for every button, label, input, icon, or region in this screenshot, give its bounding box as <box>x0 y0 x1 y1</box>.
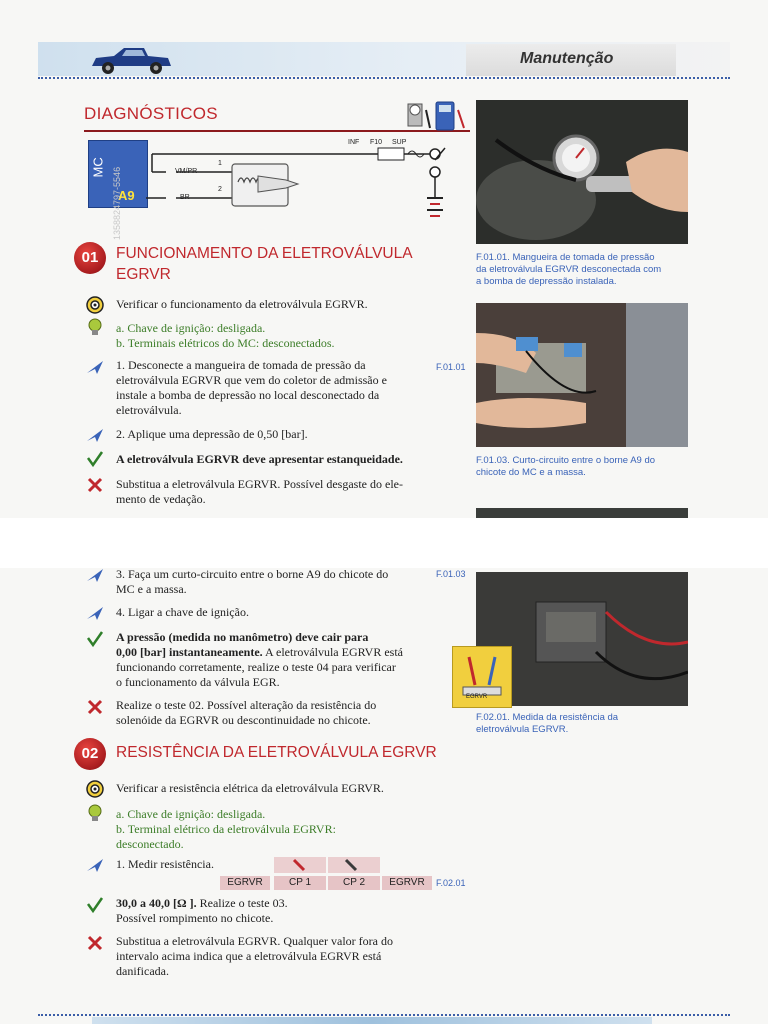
step1-nok2-l2: solenóide da EGRVR ou descontinuidade no chicote. <box>116 713 371 727</box>
photo-short-circuit <box>476 303 688 447</box>
check-icon <box>86 450 104 468</box>
step2-nok-l3: danificada. <box>116 964 169 978</box>
step1-act3-l2: MC e a massa. <box>116 582 187 596</box>
step1-ok2-l2-rest: A eletroválvula EGRVR está <box>262 645 403 659</box>
page-gap <box>0 518 768 568</box>
step-badge-01: 01 <box>74 242 106 274</box>
arrow-action-icon <box>86 426 104 444</box>
step1-act1-l4: eletroválvula. <box>116 403 182 417</box>
bulb-icon <box>86 804 104 822</box>
step1-act1-l1: 1. Desconecte a mangueira de tomada de pressão da <box>116 358 366 372</box>
step1-act1-ref: F.01.01 <box>436 362 466 372</box>
step1-act2: 2. Aplique uma depressão de 0,50 [bar]. <box>116 427 308 441</box>
target-icon <box>86 296 104 314</box>
arrow-action-icon <box>86 604 104 622</box>
step2-act1: 1. Medir resistência. <box>116 857 214 871</box>
caption-f0201-l2: eletroválvula EGRVR. <box>476 724 569 735</box>
diagram-label-br: BR <box>180 194 190 201</box>
step2-title: RESISTÊNCIA DA ELETROVÁLVULA EGRVR <box>116 744 437 761</box>
table-cell-egrvr-b: EGRVR <box>382 876 432 890</box>
probe-icons <box>274 857 380 873</box>
a9-pin-label: A9 <box>118 188 135 203</box>
step2-goal: Verificar a resistência elétrica da eletroválvula EGRVR. <box>116 781 384 795</box>
diagram-label-vmpr: VM/PR <box>175 168 198 175</box>
step1-title-l1: FUNCIONAMENTO DA ELETROVÁLVULA <box>116 245 413 262</box>
step1-act3-l1: 3. Faça um curto-circuito entre o borne A9 do chicote do <box>116 567 389 581</box>
photo-cut-top <box>476 508 688 518</box>
diagram-pin-1: 1 <box>218 160 222 167</box>
caption-f0101-l1: F.01.01. Mangueira de tomada de pressão <box>476 252 655 263</box>
wiring-diagram <box>146 98 476 230</box>
step1-act1-l3: instale a bomba de depressão no local desconectado da <box>116 388 380 402</box>
step1-cond-b: b. Terminais elétricos do MC: desconectados. <box>116 336 335 350</box>
cross-icon <box>86 476 104 494</box>
header-title: Manutenção <box>520 50 614 67</box>
step2-cond-a: a. Chave de ignição: desligada. <box>116 807 266 821</box>
diagram-label-inf: INF <box>348 139 360 146</box>
step1-ok2-l2-bold: 0,00 [bar] instantaneamente. <box>116 645 263 659</box>
step1-ok2-l1: A pressão (medida no manômetro) deve cair para <box>116 630 369 644</box>
step2-nok-l2: intervalo acima indica que a eletroválvula EGRVR está <box>116 949 382 963</box>
step2-ok-rest: Realize o teste 03. <box>196 896 288 910</box>
step2-cond-b2: desconectado. <box>116 837 184 851</box>
inset-label: EGRVR <box>466 694 488 700</box>
caption-f0201-l1: F.02.01. Medida da resistência da <box>476 712 619 723</box>
top-dotted-rule <box>38 77 730 79</box>
table-cell-cp2: CP 2 <box>328 876 380 890</box>
check-icon <box>86 896 104 914</box>
section-title: DIAGNÓSTICOS <box>84 104 218 123</box>
step2-table-ref: F.02.01 <box>436 878 466 888</box>
table-cell-egrvr-a: EGRVR <box>220 876 270 890</box>
diagram-pin-2: 2 <box>218 186 222 193</box>
step1-act4: 4. Ligar a chave de ignição. <box>116 605 249 619</box>
caption-f0103-l1: F.01.03. Curto-circuito entre o borne A9 do <box>476 455 656 466</box>
cross-icon <box>86 698 104 716</box>
step1-nok2-l1: Realize o teste 02. Possível alteração da resistência do <box>116 698 377 712</box>
caption-f0101-l3: a bomba de depressão instalada. <box>476 276 617 287</box>
step2-ok-l2: Possível rompimento no chicote. <box>116 911 274 925</box>
step1-ok2-l4: o funcionamento da válvula EGR. <box>116 675 280 689</box>
caption-f0101-l2: da eletroválvula EGRVR desconectada com <box>476 264 662 275</box>
step2-ok <box>116 896 288 911</box>
arrow-action-icon <box>86 566 104 584</box>
mc-label: MC <box>90 157 106 178</box>
step1-title-l2: EGRVR <box>116 266 171 283</box>
step1-nok-l2: mento de vedação. <box>116 492 206 506</box>
step1-ok: A eletroválvula EGRVR deve apresentar estanqueidade. <box>116 452 403 466</box>
step1-act3-ref: F.01.03 <box>436 569 466 579</box>
diagram-label-f10: F10 <box>370 139 383 146</box>
bulb-icon <box>86 318 104 336</box>
step2-nok-l1: Substitua a eletroválvula EGRVR. Qualquer valor fora do <box>116 934 393 948</box>
table-cell-cp1: CP 1 <box>274 876 326 890</box>
footer-band <box>92 1017 652 1024</box>
step1-ok2-l2 <box>116 645 403 660</box>
step-badge-02: 02 <box>74 738 106 770</box>
cross-icon <box>86 934 104 952</box>
check-icon <box>86 630 104 648</box>
arrow-action-icon <box>86 856 104 874</box>
arrow-action-icon <box>86 358 104 376</box>
photo-vacuum-pump <box>476 100 688 244</box>
target-icon <box>86 780 104 798</box>
step2-cond-b1: b. Terminal elétrico da eletroválvula EGRVR: <box>116 822 336 836</box>
step1-ok2-l3: funcionando corretamente, realize o teste 04 para verificar <box>116 660 396 674</box>
diagram-label-sup: SUP <box>392 139 407 146</box>
caption-f0103-l2: chicote do MC e a massa. <box>476 467 586 478</box>
step1-goal: Verificar o funcionamento da eletroválvula EGRVR. <box>116 297 368 311</box>
pickup-truck-image <box>88 42 174 78</box>
bottom-dotted-rule <box>38 1014 730 1016</box>
step1-cond-a: a. Chave de ignição: desligada. <box>116 321 266 335</box>
step1-act1-l2: eletroválvula EGRVR que vem do coletor de admissão e <box>116 373 387 387</box>
step2-ok-bold: 30,0 a 40,0 [Ω ]. <box>116 896 197 910</box>
watermark-stamp: 1358824797-5546 <box>112 166 122 240</box>
step1-nok-l1: Substitua a eletroválvula EGRVR. Possível desgaste do ele- <box>116 477 403 491</box>
